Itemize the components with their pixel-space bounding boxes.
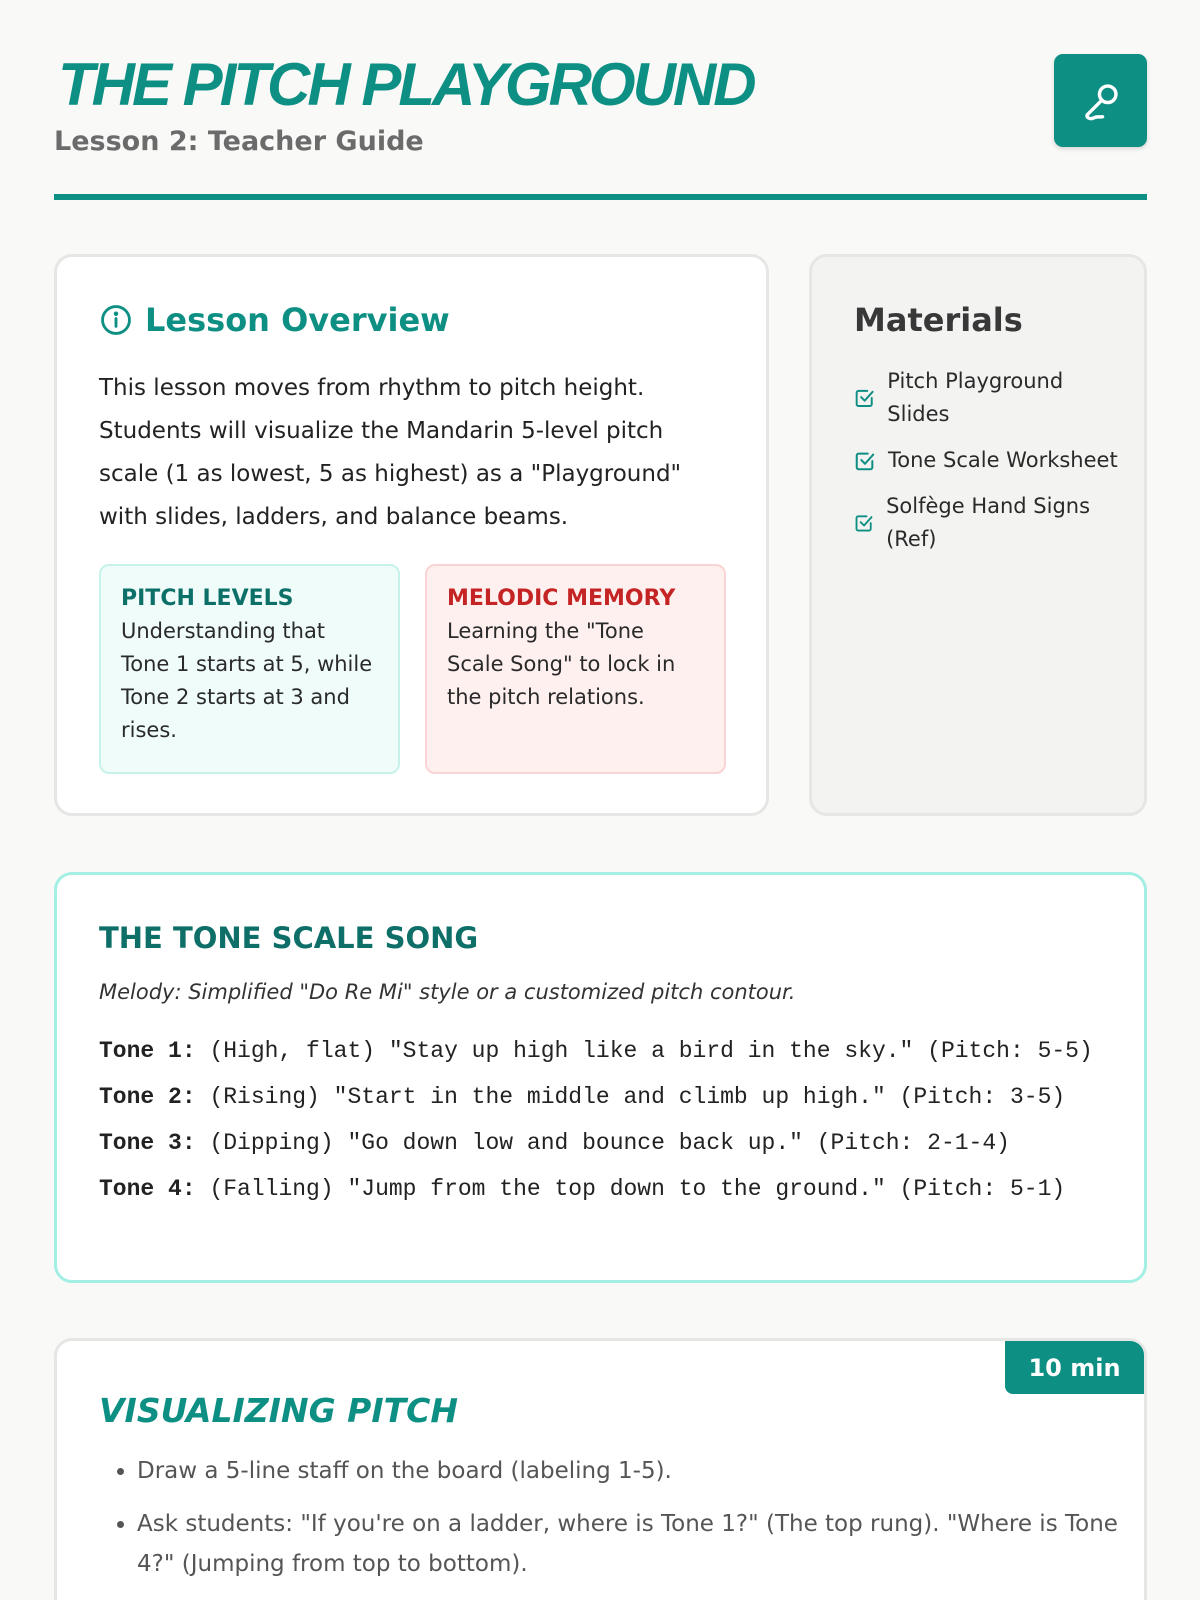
- duration-badge: 10 min: [1005, 1341, 1144, 1394]
- microphone-icon: [1078, 78, 1124, 124]
- visualizing-title: VISUALIZING PITCH: [99, 1391, 458, 1430]
- song-line: [99, 1173, 1099, 1206]
- tone-lyric: (High, flat) "Stay up high like a bird in the sky." (Pitch: 5-5): [209, 1038, 1093, 1064]
- list-item: [854, 444, 1124, 477]
- list-item: [854, 365, 1124, 431]
- visualizing-steps: [137, 1451, 1137, 1597]
- song-title: THE TONE SCALE SONG: [99, 921, 479, 955]
- song-line: [99, 1127, 1099, 1160]
- tone-label: Tone 2:: [99, 1084, 196, 1110]
- melodic-memory-box: [425, 564, 726, 774]
- checkbox-icon: [854, 450, 876, 472]
- materials-list: [854, 365, 1124, 569]
- song-line: [99, 1081, 1099, 1114]
- tone-label: Tone 1:: [99, 1038, 196, 1064]
- pitch-levels-body: Understanding that Tone 1 starts at 5, while Tone 2 starts at 3 and rises.: [121, 619, 373, 742]
- material-label: Pitch Playground Slides: [887, 369, 1064, 426]
- lesson-overview-card: [54, 254, 769, 816]
- song-melody-note: Melody: Simplified "Do Re Mi" style or a customized pitch contour.: [99, 980, 796, 1004]
- tone-scale-song-card: [54, 872, 1147, 1283]
- material-label: Solfège Hand Signs (Ref): [886, 494, 1091, 551]
- material-label: Tone Scale Worksheet: [888, 448, 1118, 472]
- lesson-overview-heading: [99, 301, 450, 339]
- checkbox-icon: [854, 387, 875, 409]
- song-lines: [99, 1035, 1099, 1219]
- tone-label: Tone 4:: [99, 1176, 196, 1202]
- checkbox-icon: [854, 512, 874, 534]
- page-title: THE PITCH PLAYGROUND: [58, 51, 754, 118]
- info-icon: [99, 303, 133, 337]
- tone-lyric: (Falling) "Jump from the top down to the ground." (Pitch: 5-1): [209, 1176, 1066, 1202]
- tone-label: Tone 3:: [99, 1130, 196, 1156]
- melodic-memory-heading: MELODIC MEMORY: [447, 586, 676, 611]
- tone-lyric: (Rising) "Start in the middle and climb up high." (Pitch: 3-5): [209, 1084, 1066, 1110]
- list-item: • Draw a 5-line staff on the board (labeling 1-5).: [137, 1451, 1137, 1491]
- list-item: • Ask students: "If you're on a ladder, where is Tone 1?" (The top rung). "Where is Tone 4?" (Jumping from top to bottom).: [137, 1504, 1137, 1584]
- lesson-overview-title: Lesson Overview: [145, 301, 450, 339]
- materials-title: Materials: [854, 301, 1023, 339]
- list-item: [854, 490, 1124, 556]
- pitch-levels-box: [99, 564, 400, 774]
- song-line: [99, 1035, 1099, 1068]
- lesson-overview-text: This lesson moves from rhythm to pitch height. Students will visualize the Mandarin 5-level pitch scale (1 as lowest, 5 as highest) as a "Playground" with slides, ladders, and balance beams.: [99, 375, 682, 530]
- pitch-levels-heading: PITCH LEVELS: [121, 586, 294, 611]
- visualizing-pitch-card: [54, 1338, 1147, 1600]
- melodic-memory-body: Learning the "Tone Scale Song" to lock in the pitch relations.: [447, 619, 676, 709]
- materials-card: [809, 254, 1147, 816]
- microphone-badge: [1054, 54, 1147, 147]
- page-subtitle: Lesson 2: Teacher Guide: [54, 126, 424, 157]
- tone-lyric: (Dipping) "Go down low and bounce back up." (Pitch: 2-1-4): [209, 1130, 1010, 1156]
- header-divider: [54, 194, 1147, 200]
